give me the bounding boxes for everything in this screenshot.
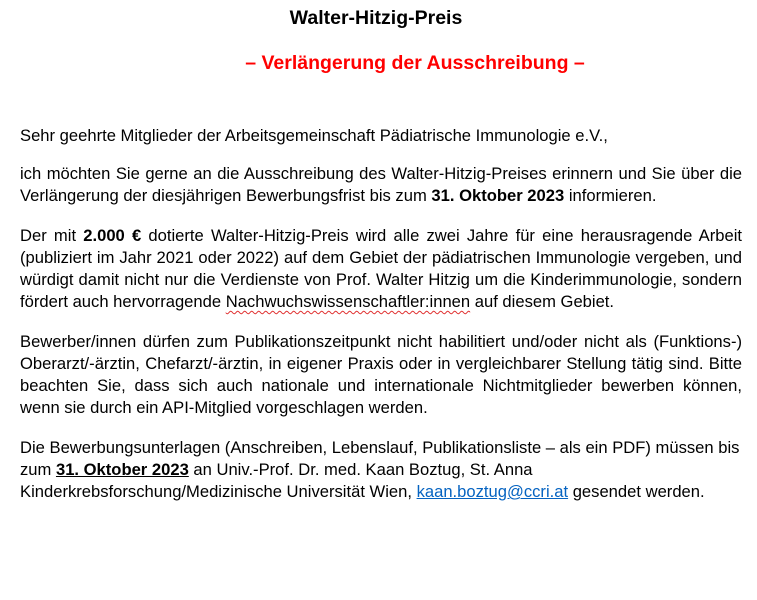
paragraph-reminder [20,163,742,207]
paragraph-eligibility: Bewerber/innen dürfen zum Publikationszeitpunkt nicht habilitiert und/oder nicht als (Funktions-) Oberarzt/-ärztin, Chefarzt/-ärztin, in eigener Praxis oder in vergleichbarer Stellung tätig sind. Bitte beachten Sie, dass sich auch nationale und internationale Nichtmitglieder bewerben können, wenn sie durch ein API-Mitglied vorgeschlagen werden. [20,332,742,417]
paragraph-submission-middle: an Univ.-Prof. Dr. med. Kaan Boztug, St. Anna Kinderkrebsforschung/Medizinische Universität Wien, [20,460,533,501]
document-subtitle: – Verlängerung der Ausschreibung – [245,52,585,74]
paragraph-submission-end: gesendet werden. [568,482,705,501]
paragraph-submission-start: Die Bewerbungsunterlagen (Anschreiben, Lebenslauf, Publikationsliste – als ein PDF) müssen bis zum [20,438,740,479]
paragraph-prize-start: Der mit [20,226,84,245]
deadline-bold: 31. Oktober 2023 [431,186,565,205]
paragraph-prize-end: auf diesem Gebiet. [470,292,615,311]
salutation: Sehr geehrte Mitglieder der Arbeitsgemeinschaft Pädiatrische Immunologie e.V., [20,126,608,145]
document-title: Walter-Hitzig-Preis [289,7,463,29]
submission-deadline: 31. Oktober 2023 [55,460,189,479]
spellcheck-flagged-word[interactable]: Nachwuchswissenschaftler:innen [225,292,471,311]
email-link[interactable]: kaan.boztug@ccri.at [416,482,569,501]
paragraph-prize-description [20,225,742,313]
paragraph-reminder-end: informieren. [564,186,657,205]
paragraph-submission [20,437,742,503]
paragraph-prize-middle: dotierte Walter-Hitzig-Preis wird alle zwei Jahre für eine herausragende Arbeit (publiziert im Jahr 2021 oder 2022) auf dem Gebiet der pädiatrischen Immunologie vergeben, und würdigt damit nicht nur die Verdienste von Prof. Walter Hitzig um die Kinderimmunologie, sondern fördert auch hervorragende [20,226,742,311]
prize-amount: 2.000 € [83,226,142,245]
document-page [20,0,742,503]
paragraph-reminder-text: ich möchten Sie gerne an die Ausschreibung des Walter-Hitzig-Preises erinnern und Sie über die Verlängerung der diesjährigen Bewerbungsfrist bis zum [20,164,742,205]
